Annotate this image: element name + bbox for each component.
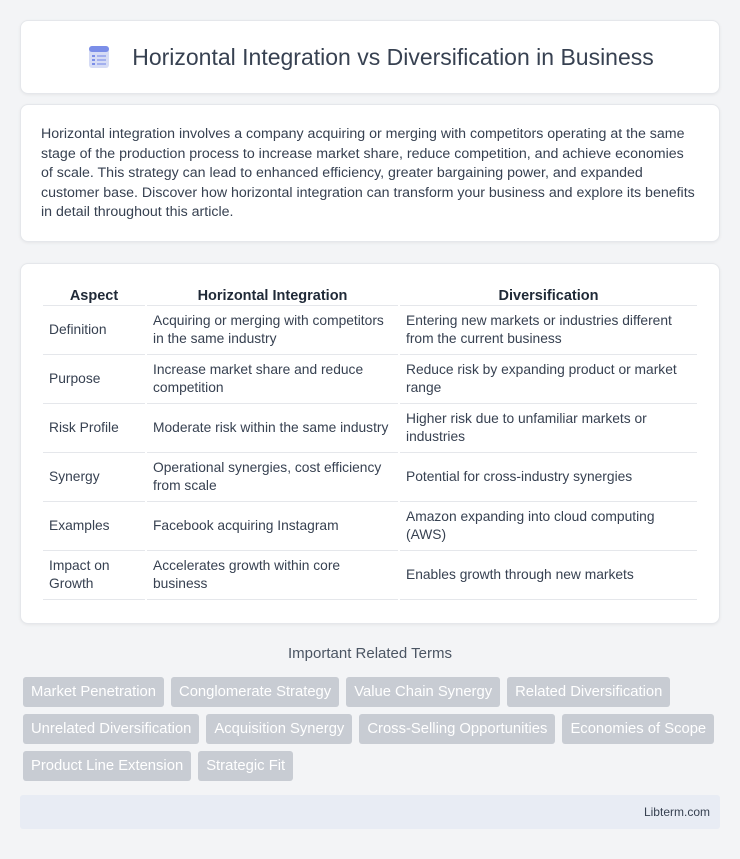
related-terms-heading: Important Related Terms [288,645,452,662]
related-term-tag[interactable]: Economies of Scope [562,714,714,744]
table-cell-diversification: Potential for cross-industry synergies [399,453,697,502]
table-cell-horizontal: Moderate risk within the same industry [146,404,399,453]
table-row [43,306,697,355]
table-row [43,551,697,600]
comparison-table-card [20,263,720,624]
table-cell-diversification: Higher risk due to unfamiliar markets or industries [399,404,697,453]
table-row [43,404,697,453]
related-term-tag[interactable]: Strategic Fit [198,751,293,781]
related-terms-list [23,677,723,781]
table-cell-diversification: Amazon expanding into cloud computing (AWS) [399,502,697,551]
table-cell-aspect: Risk Profile [43,404,146,453]
footer [20,795,720,829]
table-cell-diversification: Enables growth through new markets [399,551,697,600]
table-row [43,453,697,502]
table-cell-diversification: Reduce risk by expanding product or market range [399,355,697,404]
table-cell-horizontal: Facebook acquiring Instagram [146,502,399,551]
footer-site-link[interactable]: Libterm.com [643,805,710,819]
table-cell-aspect: Purpose [43,355,146,404]
related-term-tag[interactable]: Cross-Selling Opportunities [359,714,555,744]
table-row [43,355,697,404]
intro-card [20,104,720,242]
table-cell-horizontal: Increase market share and reduce competition [146,355,399,404]
intro-paragraph: Horizontal integration involves a company acquiring or merging with competitors operating at the same stage of the production process to increase market share, reduce competition, and achieve economies of scale. This strategy can lead to enhanced efficiency, greater bargaining power, and expanded customer base. Discover how horizontal integration can transform your business and explore its benefits in detail throughout this article. [41,126,695,221]
table-cell-aspect: Synergy [43,453,146,502]
column-header-horizontal-integration: Horizontal Integration [146,284,399,306]
table-cell-horizontal: Accelerates growth within core business [146,551,399,600]
related-term-tag[interactable]: Related Diversification [507,677,670,707]
related-term-tag[interactable]: Market Penetration [23,677,164,707]
table-row [43,502,697,551]
table-header-row [43,284,697,306]
comparison-table [43,284,697,600]
column-header-diversification: Diversification [399,284,697,306]
table-cell-aspect: Definition [43,306,146,355]
table-cell-horizontal: Operational synergies, cost efficiency from scale [146,453,399,502]
column-header-aspect: Aspect [43,284,146,306]
related-term-tag[interactable]: Product Line Extension [23,751,191,781]
table-cell-horizontal: Acquiring or merging with competitors in the same industry [146,306,399,355]
title-card [20,20,720,94]
table-cell-aspect: Examples [43,502,146,551]
related-term-tag[interactable]: Value Chain Synergy [346,677,500,707]
related-term-tag[interactable]: Unrelated Diversification [23,714,199,744]
related-term-tag[interactable]: Conglomerate Strategy [171,677,339,707]
related-term-tag[interactable]: Acquisition Synergy [206,714,352,744]
document-icon [86,44,112,70]
table-cell-aspect: Impact on Growth [43,551,146,600]
table-cell-diversification: Entering new markets or industries different from the current business [399,306,697,355]
page-title: Horizontal Integration vs Diversification in Business [132,43,654,70]
